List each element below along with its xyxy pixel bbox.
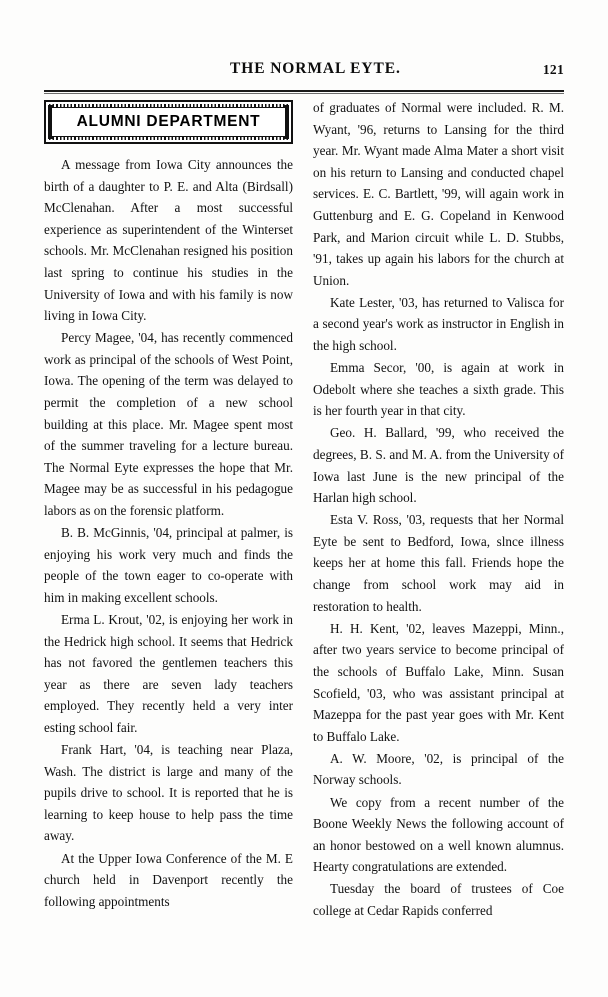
header-rule (44, 90, 564, 94)
header-rule-thick (44, 90, 564, 92)
paragraph: We copy from a recent number of the Boone Weekly News the following account of an honor bestowed on a well known alumnus. Hearty congratulations are extended. (313, 794, 564, 875)
paragraph: H. H. Kent, '02, leaves Mazeppi, Minn., after two years service to become principal of the schools of Buffalo Lake, Minn. Susan Scofield, '03, who was assistant principal at Mazeppa for the past year goes with Mr. Kent to Buffalo Lake. (313, 620, 564, 744)
paragraph: Esta V. Ross, '03, requests that her Normal Eyte be sent to Bedford, Iowa, slnce illness keeps her at home this fall. Friends hope the change from school work may aid in restoration to health. (313, 512, 564, 614)
alumni-department-box (44, 100, 293, 144)
paragraph: A message from Iowa City announces the birth of a daughter to P. E. and Alta (Birdsall) McClenahan. After a most successful experience as superintendent of the Winterset schools. Mr. McClenahan resigned his position last spring to continue his studies in the University of Iowa and with his family is now living in Iowa City. (44, 157, 293, 324)
paragraph: Erma L. Krout, '02, is enjoying her work in the Hedrick high school. It seems that Hedrick has not favored the gentlemen teachers this year as there are seven lady teachers employed. They recently held a very inter esting school fair. (44, 611, 293, 735)
paragraph: A. W. Moore, '02, is principal of the Norway schools. (313, 750, 564, 788)
paragraph: Percy Magee, '04, has recently commenced work as principal of the schools of West Point, Iowa. The opening of the term was delayed to permit the completion of a new school building at this place. Mr. Magee spent most of the summer traveling for a lecture bureau. The Normal Eyte expresses the hope that Mr. Magee may be as successful in his pedagogue labors as on the forensic platform. (44, 330, 293, 518)
paragraph: At the Upper Iowa Conference of the M. E church held in Davenport recently the following appointments (44, 850, 293, 909)
paragraph: Frank Hart, '04, is teaching near Plaza, Wash. The district is large and many of the pupils drive to school. It is reported that he is learning to keep house to help pass the time away. (44, 742, 293, 844)
paragraph: Geo. H. Ballard, '99, who received the degrees, B. S. and M. A. from the University of Iowa last June is the new principal of the Harlan high school. (313, 425, 564, 506)
paragraph: Tuesday the board of trustees of Coe college at Cedar Rapids conferred (313, 881, 564, 918)
paragraph: B. B. McGinnis, '04, principal at palmer, is enjoying his work very much and finds the people of the town eager to co-operate with him in making excellent schools. (44, 525, 293, 605)
alumni-department-box-inner (51, 107, 286, 137)
page-title: THE NORMAL EYTE. (230, 60, 401, 77)
paragraph: Kate Lester, '03, has returned to Valisca for a second year's work as instructor in English in the high school. (313, 294, 564, 354)
header-rule-thin (44, 93, 564, 94)
paragraph: Emma Secor, '00, is again at work in Odebolt where she teaches a sixth grade. This is her fourth year in that city. (313, 360, 564, 419)
right-column (313, 97, 564, 922)
running-head (44, 60, 564, 86)
left-column (44, 97, 293, 913)
page-number: 121 (542, 62, 564, 77)
paragraph: of graduates of Normal were included. R. M. Wyant, '96, returns to Lansing for the third year. Mr. Wyant made Alma Mater a short visit on his return to Lansing and conducted chapel services. E. C. Bartlett, '99, will again work in Guttenburg and E. G. Copeland in Kenwood Park, and Marion circuit while L. D. Stubbs, '91, takes up again his labors for the church at Union. (313, 100, 564, 288)
section-heading: ALUMNI DEPARTMENT (76, 113, 261, 130)
